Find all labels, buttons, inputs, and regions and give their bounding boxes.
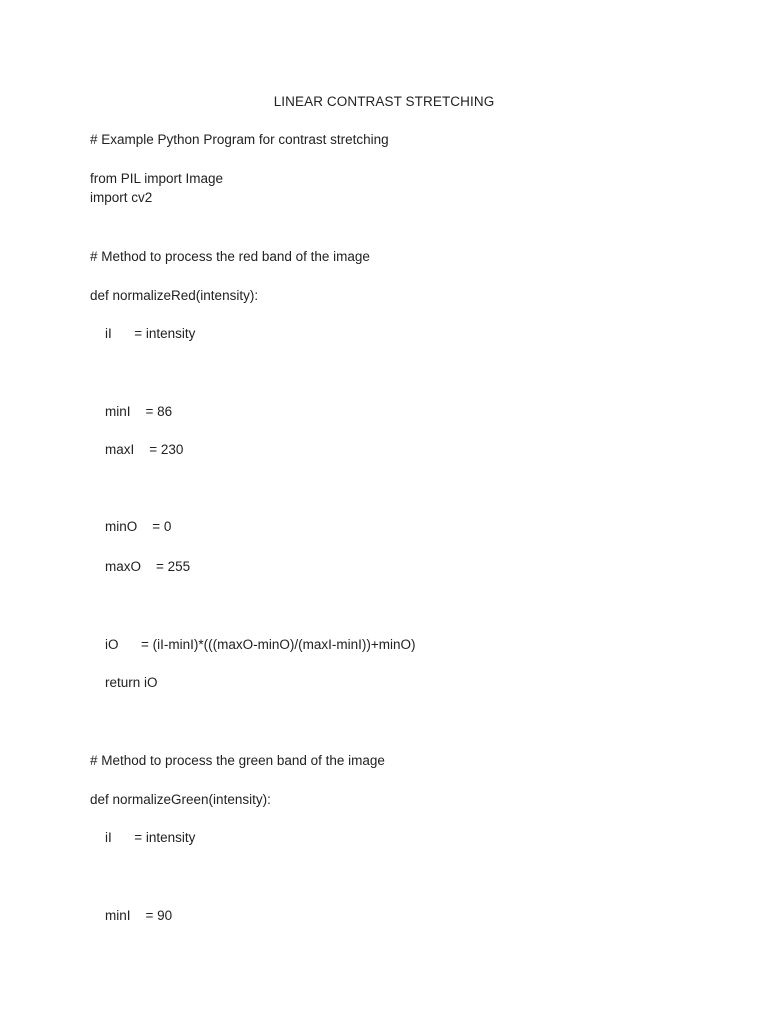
document-title: LINEAR CONTRAST STRETCHING (273, 94, 495, 109)
code-line: iI = intensity (105, 830, 196, 845)
import-line: import cv2 (90, 190, 153, 205)
code-line: maxO = 255 (105, 559, 191, 574)
comment-line: # Example Python Program for contrast stretching (90, 132, 389, 147)
code-line: maxI = 230 (105, 442, 184, 457)
code-line: minI = 90 (105, 908, 173, 923)
return-line: return iO (105, 675, 158, 690)
import-line: from PIL import Image (90, 171, 224, 186)
code-line: iO = (iI-minI)*(((maxO-minO)/(maxI-minI))+minO) (105, 637, 416, 652)
code-line: minO = 0 (105, 519, 172, 534)
code-line: iI = intensity (105, 326, 196, 341)
comment-line: # Method to process the green band of the image (90, 753, 385, 768)
comment-line: # Method to process the red band of the image (90, 249, 370, 264)
function-def-line: def normalizeRed(intensity): (90, 288, 259, 303)
code-line: minI = 86 (105, 404, 173, 419)
function-def-line: def normalizeGreen(intensity): (90, 792, 271, 807)
